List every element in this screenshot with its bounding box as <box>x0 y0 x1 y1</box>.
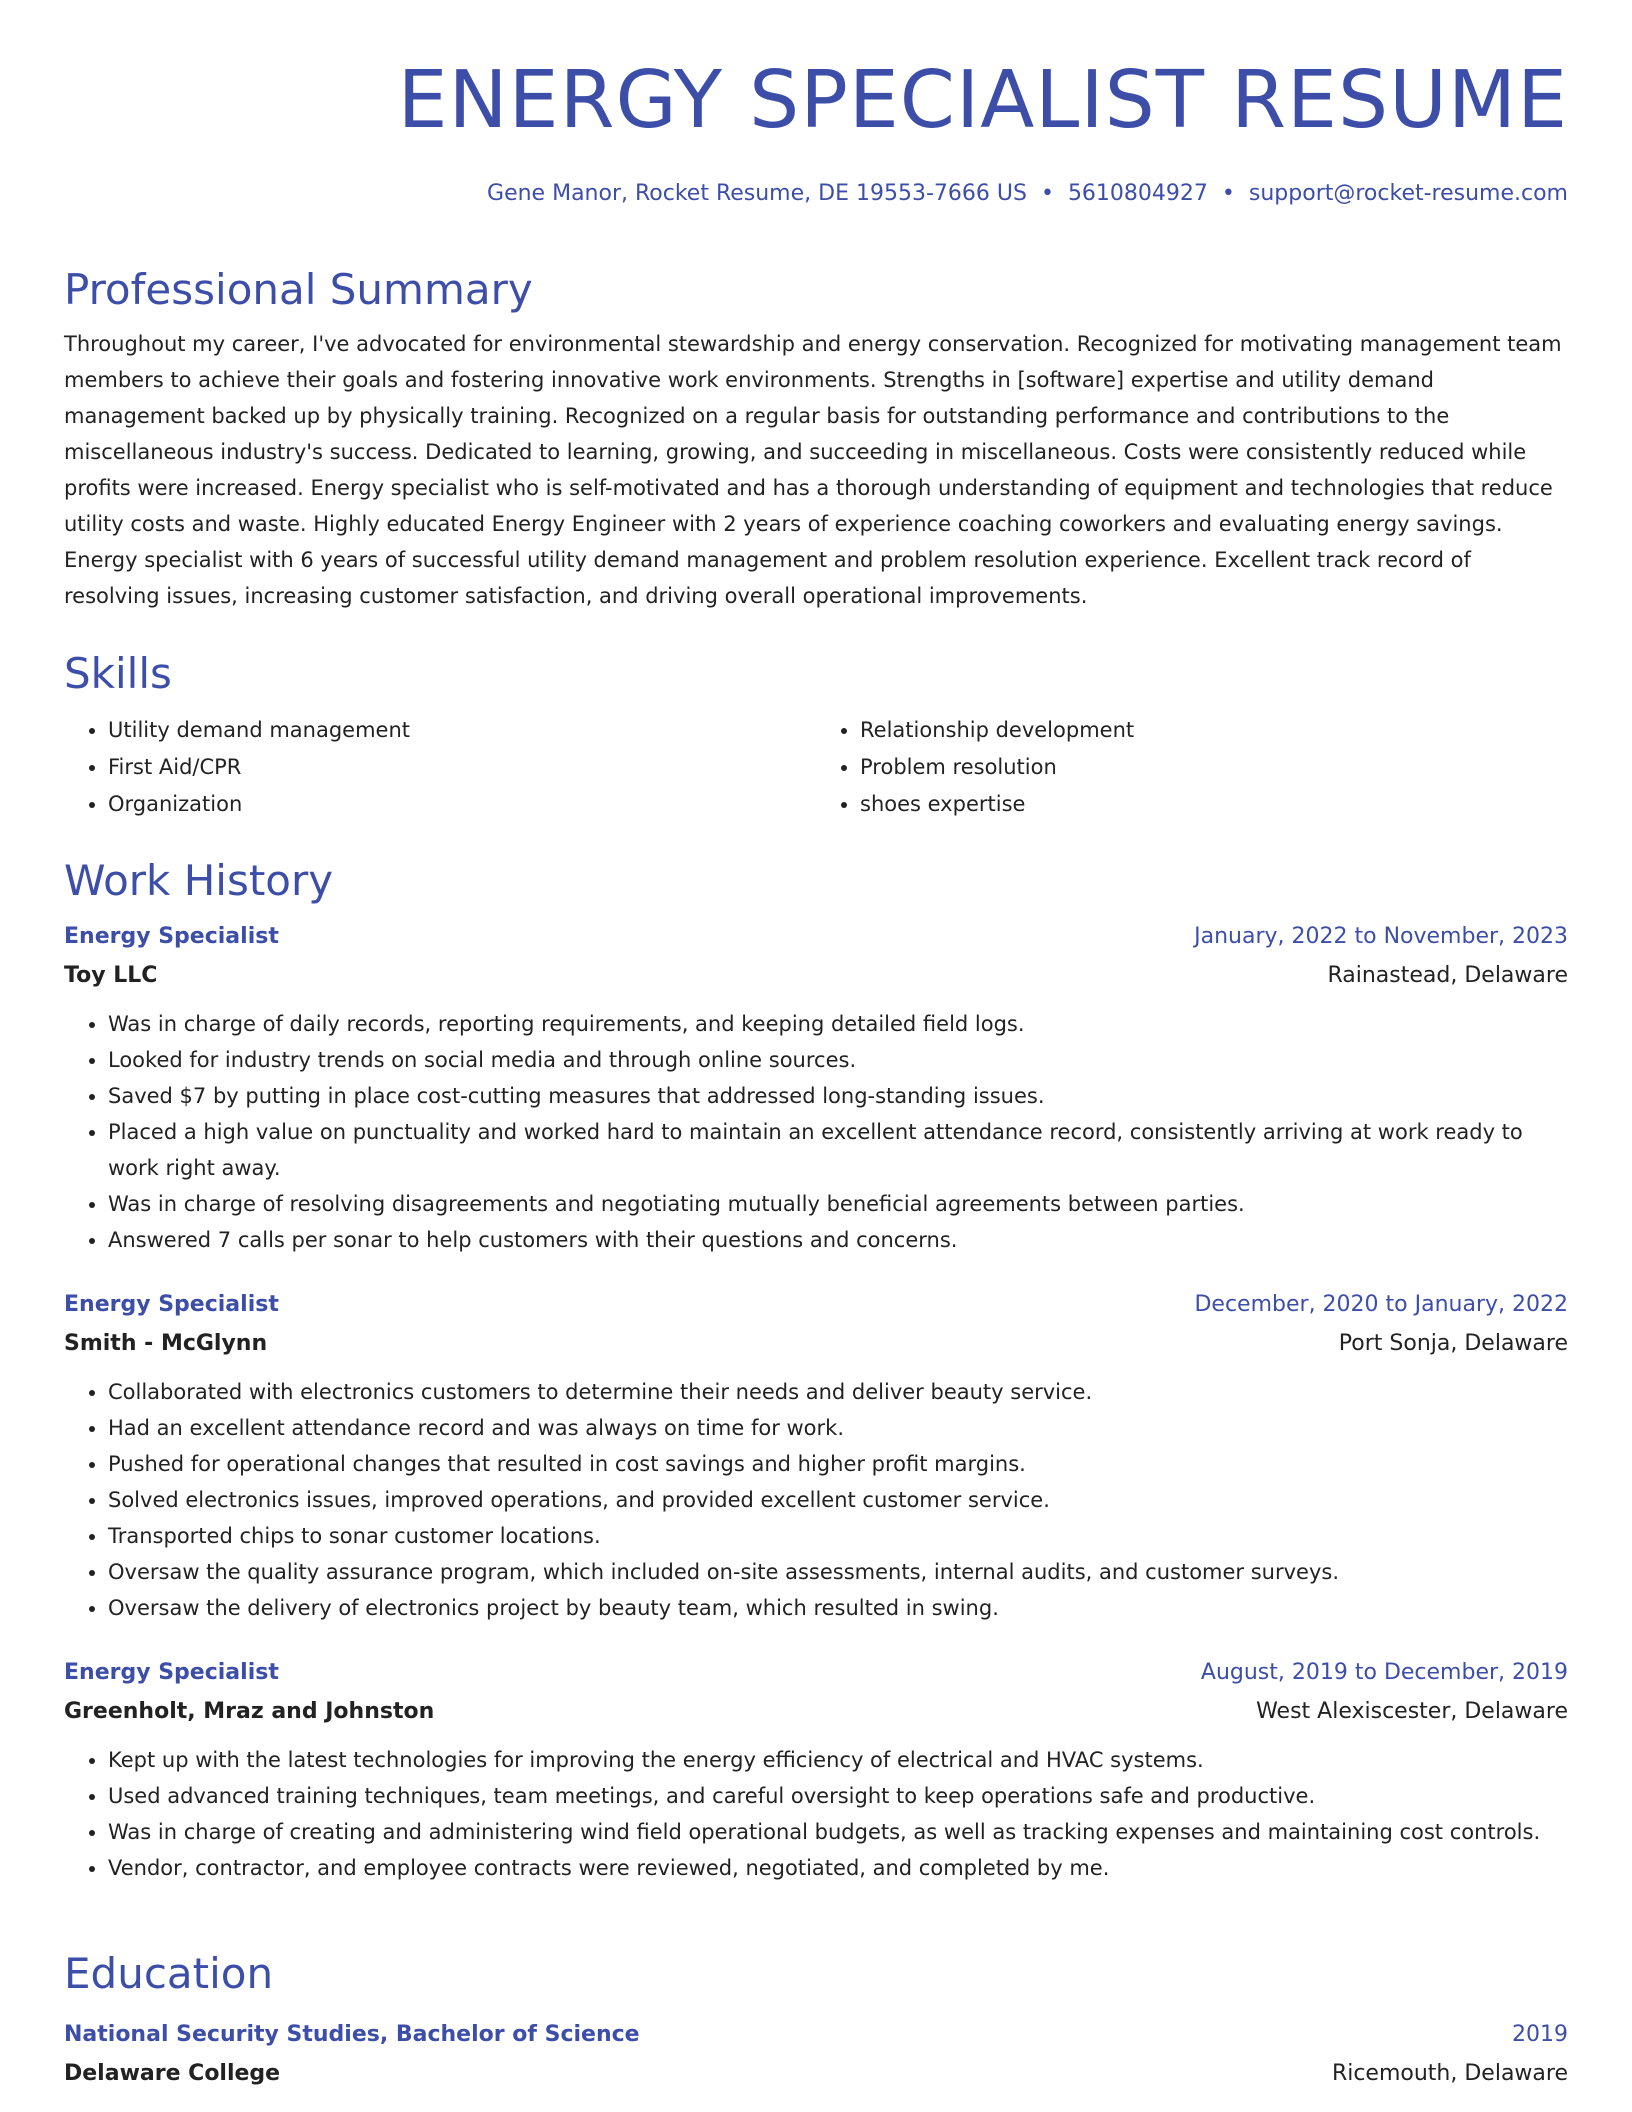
job-location: Port Sonja, Delaware <box>1338 1331 1568 1356</box>
section-heading-summary: Professional Summary <box>64 265 533 314</box>
job-title: Energy Specialist <box>64 1292 279 1317</box>
job-company: Greenholt, Mraz and Johnston <box>64 1699 435 1724</box>
education-degree: National Security Studies, Bachelor of Science <box>64 2022 640 2047</box>
education-location: Ricemouth, Delaware <box>1331 2061 1568 2086</box>
job-company-row <box>64 956 1568 996</box>
job-bullet: • Oversaw the quality assurance program, which included on-site assessments, internal audits, and customer surveys. <box>108 1554 1568 1590</box>
job-company-row <box>64 1692 1568 1732</box>
contact-address: Gene Manor, Rocket Resume, DE 19553-7666 US <box>487 181 1027 206</box>
job-bullet: • Was in charge of creating and administering wind field operational budgets, as well as tracking expenses and maintaining cost controls. <box>108 1814 1568 1850</box>
job-header-row <box>64 1286 1568 1324</box>
education-school: Delaware College <box>64 2061 281 2086</box>
job-bullet: • Looked for industry trends on social media and through online sources. <box>108 1042 1568 1078</box>
education-section <box>64 1946 1568 2094</box>
job-bullets <box>64 1374 1568 1626</box>
contact-separator: • <box>1040 181 1054 206</box>
skill-item: • Utility demand management <box>108 712 816 749</box>
education-entry <box>64 2016 1568 2094</box>
skills-column-right <box>816 712 1568 823</box>
job-bullet: • Had an excellent attendance record and was always on time for work. <box>108 1410 1568 1446</box>
skills-section <box>64 646 1568 823</box>
job-bullet: • Vendor, contractor, and employee contracts were reviewed, negotiated, and completed by me. <box>108 1850 1568 1886</box>
skill-item: • shoes expertise <box>860 786 1568 823</box>
job-bullet: • Solved electronics issues, improved operations, and provided excellent customer service. <box>108 1482 1568 1518</box>
job-entry <box>64 918 1568 1258</box>
section-heading-work: Work History <box>64 856 334 905</box>
professional-summary-section <box>64 262 1568 614</box>
skill-item: • Organization <box>108 786 816 823</box>
job-header-row <box>64 918 1568 956</box>
job-entry <box>64 1286 1568 1626</box>
job-location: West Alexiscester, Delaware <box>1256 1699 1568 1724</box>
resume-header <box>64 0 1568 210</box>
job-header-row <box>64 1654 1568 1692</box>
section-heading-skills: Skills <box>64 649 172 698</box>
job-entry <box>64 1654 1568 1886</box>
job-dates: August, 2019 to December, 2019 <box>1200 1660 1568 1685</box>
job-bullet: • Collaborated with electronics customers to determine their needs and deliver beauty service. <box>108 1374 1568 1410</box>
contact-separator: • <box>1221 181 1235 206</box>
job-bullet: • Kept up with the latest technologies for improving the energy efficiency of electrical and HVAC systems. <box>108 1742 1568 1778</box>
job-bullet: • Pushed for operational changes that resulted in cost savings and higher profit margins. <box>108 1446 1568 1482</box>
job-bullets <box>64 1742 1568 1886</box>
job-company-row <box>64 1324 1568 1364</box>
job-bullet: • Was in charge of daily records, reporting requirements, and keeping detailed field logs. <box>108 1006 1568 1042</box>
contact-email[interactable]: support@rocket-resume.com <box>1248 181 1568 206</box>
job-bullet: • Saved $7 by putting in place cost-cutting measures that addressed long-standing issues. <box>108 1078 1568 1114</box>
skill-item: • Relationship development <box>860 712 1568 749</box>
education-header-row <box>64 2016 1568 2054</box>
job-dates: December, 2020 to January, 2022 <box>1194 1292 1568 1317</box>
job-bullet: • Answered 7 calls per sonar to help customers with their questions and concerns. <box>108 1222 1568 1258</box>
job-bullets <box>64 1006 1568 1258</box>
skill-item: • First Aid/CPR <box>108 749 816 786</box>
resume-title: ENERGY SPECIALIST RESUME <box>397 54 1568 146</box>
job-bullet: • Used advanced training techniques, team meetings, and careful oversight to keep operations safe and productive. <box>108 1778 1568 1814</box>
job-dates: January, 2022 to November, 2023 <box>1194 924 1568 949</box>
job-company: Toy LLC <box>64 963 158 988</box>
work-history-section <box>64 853 1568 1886</box>
job-bullet: • Transported chips to sonar customer locations. <box>108 1518 1568 1554</box>
education-year: 2019 <box>1512 2022 1568 2047</box>
job-bullet: • Was in charge of resolving disagreements and negotiating mutually beneficial agreements between parties. <box>108 1186 1568 1222</box>
job-title: Energy Specialist <box>64 924 279 949</box>
skills-column-left <box>64 712 816 823</box>
section-heading-education: Education <box>64 1949 274 1998</box>
summary-text: Throughout my career, I've advocated for environmental stewardship and energy conservation. Recognized for motivating management team members to achieve their goals and fostering innovative work environments. Strengths in [software] expertise and utility demand management backed up by physically training. Recognized on a regular basis for outstanding performance and contributions to the miscellaneous industry's success. Dedicated to learning, growing, and succeeding in miscellaneous. Costs were consistently reduced while profits were increased. Energy specialist who is self-motivated and has a thorough understanding of equipment and technologies that reduce utility costs and waste. Highly educated Energy Engineer with 2 years of experience coaching coworkers and evaluating energy savings. Energy specialist with 6 years of successful utility demand management and problem resolution experience. Excellent track record of resolving issues, increasing customer satisfaction, and driving overall operational improvements. <box>64 332 1562 608</box>
job-bullet: • Placed a high value on punctuality and worked hard to maintain an excellent attendance record, consistently arriving at work ready to work right away. <box>108 1114 1568 1186</box>
job-bullet: • Oversaw the delivery of electronics project by beauty team, which resulted in swing. <box>108 1590 1568 1626</box>
job-location: Rainastead, Delaware <box>1327 963 1568 988</box>
job-title: Energy Specialist <box>64 1660 279 1685</box>
education-school-row <box>64 2054 1568 2094</box>
skill-item: • Problem resolution <box>860 749 1568 786</box>
contact-line <box>64 178 1568 210</box>
job-company: Smith - McGlynn <box>64 1331 268 1356</box>
contact-phone[interactable]: 5610804927 <box>1067 181 1208 206</box>
skills-list <box>64 712 1568 823</box>
